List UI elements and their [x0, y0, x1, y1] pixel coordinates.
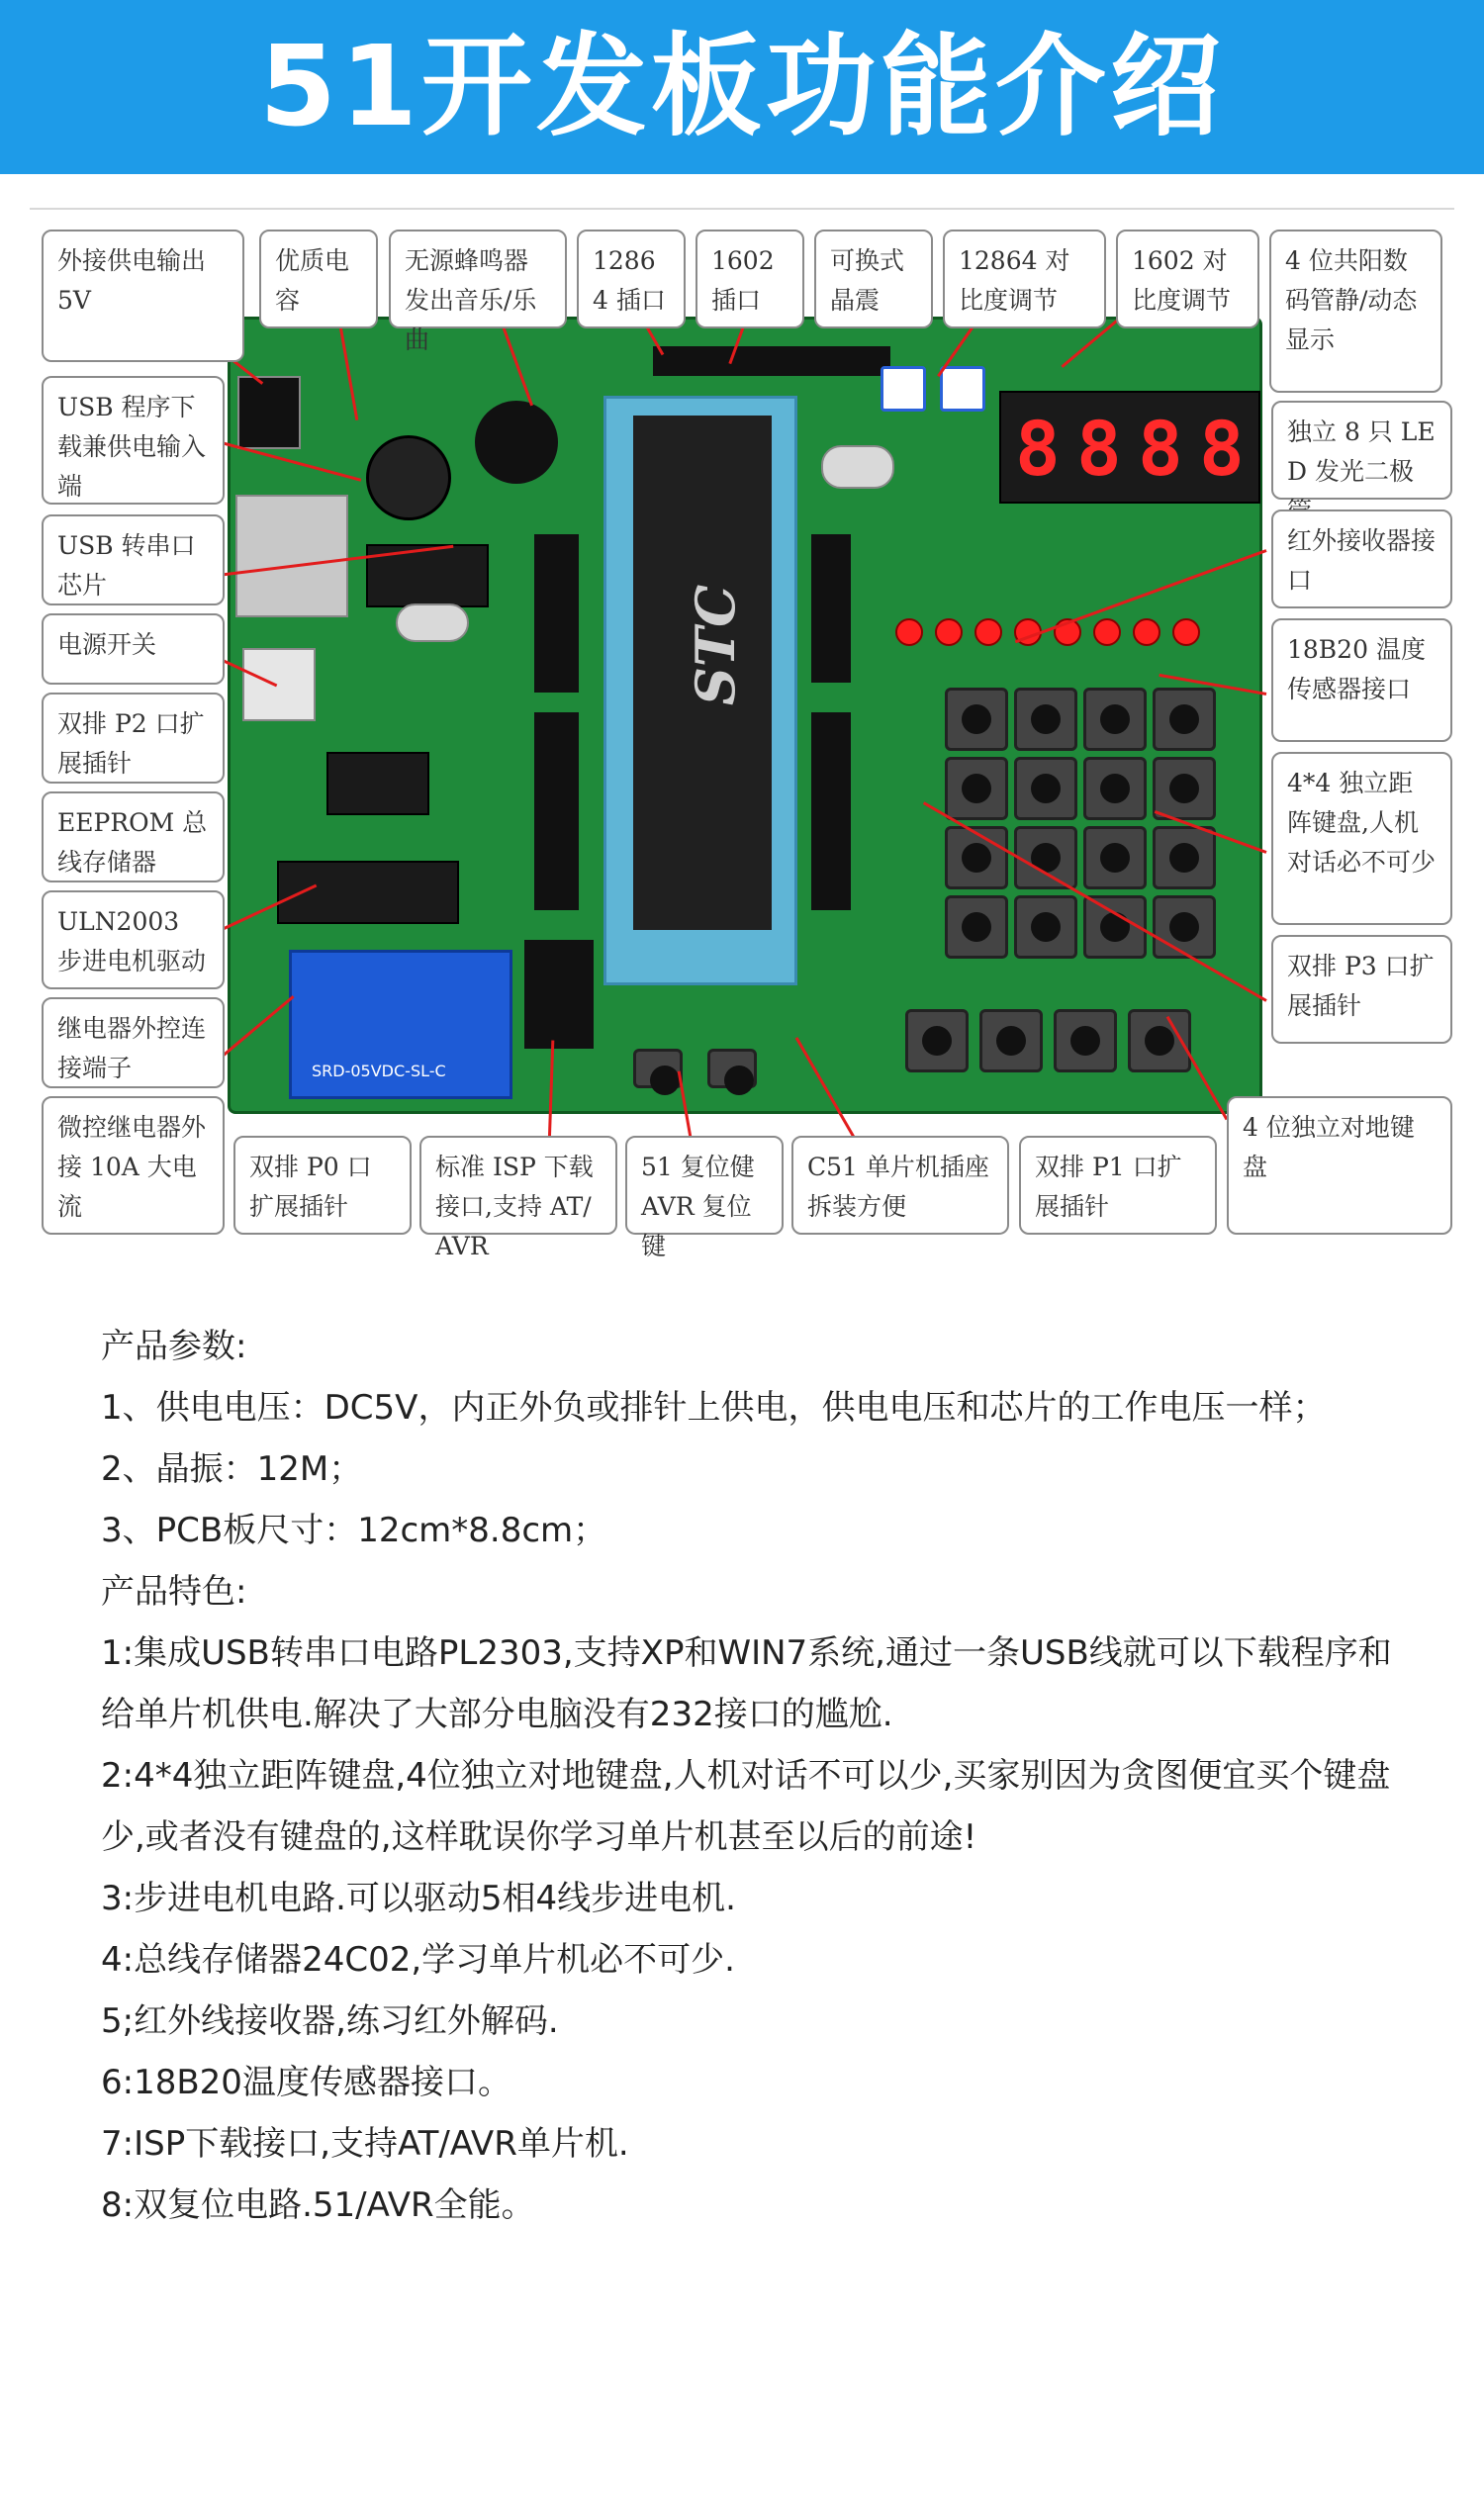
- reset-key-51: [633, 1049, 683, 1088]
- label-buzzer: 无源蜂鸣器发出音乐/乐曲: [389, 230, 567, 328]
- contrast-pot-12864: [881, 366, 926, 412]
- label-relay-10a: 微控继电器外接 10A 大电流: [42, 1096, 225, 1235]
- matrix-key: [1153, 826, 1216, 889]
- label-5v-output: 外接供电输出 5V: [42, 230, 244, 362]
- matrix-key: [945, 688, 1008, 751]
- matrix-key: [1153, 688, 1216, 751]
- led: [895, 618, 923, 646]
- crystal: [821, 445, 894, 489]
- label-p1-header: 双排 P1 口扩展插针: [1019, 1136, 1217, 1235]
- params-item: 3、PCB板尺寸：12cm*8.8cm；: [101, 1511, 607, 1550]
- matrix-key: [1014, 757, 1077, 820]
- params-item: 2、晶振：12M；: [101, 1449, 363, 1489]
- matrix-key: [1083, 688, 1147, 751]
- led: [974, 618, 1002, 646]
- label-isp: 标准 ISP 下载接口,支持 AT/AVR: [419, 1136, 617, 1235]
- title-banner: [0, 0, 1484, 174]
- feature-item: 5;红外线接收器,练习红外解码.: [101, 2001, 559, 2041]
- seven-segment-display: 8 8 8 8: [999, 391, 1260, 504]
- label-crystal: 可换式晶震: [814, 230, 933, 328]
- feature-item: 3:步进电机电路.可以驱动5相4线步进电机.: [101, 1879, 736, 1918]
- mcu-chip: STC: [633, 416, 772, 930]
- p2-header: [534, 534, 579, 693]
- label-power-switch: 电源开关: [42, 613, 225, 685]
- params-heading: 产品参数:: [101, 1327, 247, 1366]
- usb-crystal: [396, 603, 469, 642]
- label-independent-keys: 4 位独立对地键盘: [1227, 1096, 1452, 1235]
- matrix-key: [1083, 757, 1147, 820]
- matrix-key: [1153, 757, 1216, 820]
- matrix-key: [1014, 826, 1077, 889]
- label-p2-header: 双排 P2 口扩展插针: [42, 693, 225, 784]
- electrolytic-capacitor: [366, 435, 451, 520]
- label-ds18b20: 18B20 温度传感器接口: [1271, 618, 1452, 742]
- led: [1093, 618, 1121, 646]
- label-led: 独立 8 只 LED 发光二极: [1271, 401, 1452, 500]
- p1-header: [811, 712, 851, 910]
- label-12864-contrast: 12864 对比度调节: [943, 230, 1106, 328]
- figure-divider: [30, 208, 1454, 210]
- feature-item: 2:4*4独立距阵键盘,4位独立对地键盘,人机对话不可以少,买家别因为贪图便宜买个键盘少,或者没有键盘的,这样耽误你学习单片机甚至以后的前途!: [101, 1756, 1391, 1857]
- led: [1133, 618, 1160, 646]
- feature-item: 7:ISP下载接口,支持AT/AVR单片机.: [101, 2124, 629, 2164]
- dc-jack: [237, 376, 301, 449]
- label-capacitor: 优质电容: [259, 230, 378, 328]
- label-uln2003: ULN2003 步进电机驱动: [42, 890, 225, 989]
- params-item: 1、供电电压：DC5V，内正外负或排针上供电，供电电压和芯片的工作电压一样；: [101, 1388, 1327, 1428]
- relay: SRD-05VDC-SL-C: [289, 950, 512, 1099]
- isp-header: [524, 940, 594, 1049]
- label-1602-contrast: 1602 对比度调节: [1116, 230, 1259, 328]
- reset-key-avr: [707, 1049, 757, 1088]
- label-mcu-socket: C51 单片机插座拆装方便: [791, 1136, 1009, 1235]
- matrix-key: [1014, 895, 1077, 959]
- eeprom-chip: [326, 752, 429, 815]
- p0-header: [534, 712, 579, 910]
- label-12864-socket: 12864 插口: [577, 230, 686, 328]
- matrix-key: [945, 895, 1008, 959]
- label-p0-header: 双排 P0 口扩展插针: [233, 1136, 412, 1235]
- label-usb-download: USB 程序下载兼供电输入端: [42, 376, 225, 505]
- matrix-key: [945, 757, 1008, 820]
- label-ir-receiver: 红外接收器接口: [1271, 510, 1452, 608]
- label-1602-socket: 1602 插口: [696, 230, 804, 328]
- label-matrix-keypad: 4*4 独立距阵键盘,人机对话必不可少: [1271, 752, 1452, 925]
- product-description: [101, 1316, 1407, 2236]
- label-reset-keys: 51 复位健 AVR 复位键: [625, 1136, 784, 1235]
- label-eeprom: EEPROM 总线存储器: [42, 791, 225, 882]
- page-title: 51开发板功能介绍: [259, 23, 1225, 151]
- contrast-pot-1602: [940, 366, 985, 412]
- independent-key: [905, 1009, 969, 1072]
- feature-item: 1:集成USB转串口电路PL2303,支持XP和WIN7系统,通过一条USB线就可以下载程序和给单片机供电.解决了大部分电脑没有232接口的尴尬.: [101, 1633, 1392, 1734]
- independent-key: [979, 1009, 1043, 1072]
- matrix-key: [1083, 826, 1147, 889]
- usb-port: [235, 495, 348, 617]
- power-switch: [242, 648, 316, 721]
- label-segment-display: 4 位共阳数码管静/动态显示: [1269, 230, 1442, 393]
- independent-key: [1054, 1009, 1117, 1072]
- p3-header: [811, 534, 851, 683]
- label-relay-terminal: 继电器外控连接端子: [42, 997, 225, 1088]
- lcd-header-1602: [791, 346, 890, 376]
- matrix-key: [1153, 895, 1216, 959]
- feature-item: 8:双复位电路.51/AVR全能。: [101, 2185, 535, 2225]
- buzzer: [475, 401, 558, 484]
- feature-item: 6:18B20温度传感器接口。: [101, 2063, 511, 2102]
- led: [935, 618, 963, 646]
- led: [1172, 618, 1200, 646]
- label-usb-serial-chip: USB 转串口芯片: [42, 514, 225, 605]
- feature-item: 4:总线存储器24C02,学习单片机必不可少.: [101, 1940, 735, 1980]
- matrix-key: [1014, 688, 1077, 751]
- label-p3-header: 双排 P3 口扩展插针: [1271, 935, 1452, 1044]
- features-heading: 产品特色:: [101, 1572, 247, 1612]
